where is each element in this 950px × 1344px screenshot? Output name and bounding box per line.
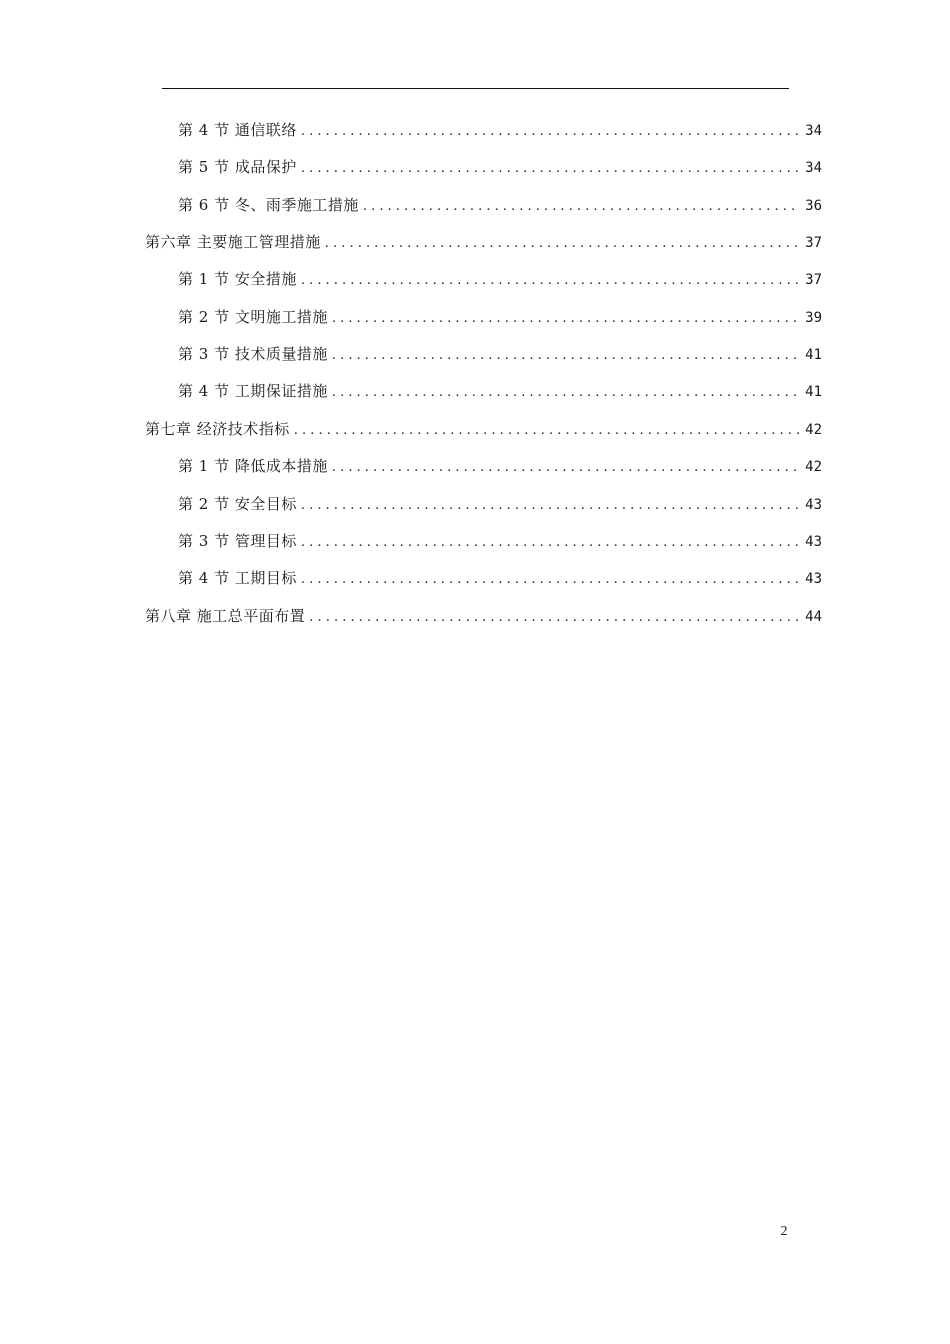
toc-entry[interactable] [178,264,822,294]
toc-entry[interactable] [178,190,822,220]
toc-entry[interactable] [145,227,822,257]
toc-entry[interactable] [178,489,822,519]
toc-entry-page: 43 [805,571,822,587]
toc-dot-leader [294,416,800,446]
toc-entry-title: 第八章 施工总平面布置 [145,607,306,625]
toc-entry-page: 41 [805,384,822,400]
toc-entry-title: 第 5 节 成品保护 [178,158,297,176]
toc-dot-leader [363,192,800,222]
toc-entry-page: 42 [805,459,822,475]
toc-entry[interactable] [178,152,822,182]
toc-dot-leader [332,304,800,334]
toc-entry[interactable] [178,376,822,406]
page-number: 2 [780,1224,788,1239]
toc-entry[interactable] [178,115,822,145]
toc-entry[interactable] [178,339,822,369]
toc-entry-page: 34 [805,160,822,176]
toc-entry-title: 第 3 节 管理目标 [178,532,297,550]
toc-entry[interactable] [178,451,822,481]
toc-dot-leader [332,341,800,371]
toc-entry-title: 第七章 经济技术指标 [145,420,290,438]
toc-entry-page: 43 [805,534,822,550]
toc-dot-leader [325,229,800,259]
toc-entry-title: 第 1 节 安全措施 [178,270,297,288]
toc-dot-leader [301,491,800,521]
toc-dot-leader [332,378,800,408]
toc-entry[interactable] [178,302,822,332]
toc-entry-page: 37 [805,272,822,288]
toc-entry-page: 44 [805,609,822,625]
toc-dot-leader [332,453,800,483]
toc-dot-leader [301,528,800,558]
toc-dot-leader [301,154,800,184]
toc-entry-title: 第 4 节 通信联络 [178,121,297,139]
toc-entry-title: 第 4 节 工期保证措施 [178,382,328,400]
toc-entry-page: 34 [805,123,822,139]
toc-dot-leader [301,565,800,595]
toc-entry[interactable] [145,414,822,444]
toc-dot-leader [309,603,800,633]
toc-entry-title: 第 1 节 降低成本措施 [178,457,328,475]
toc-dot-leader [301,266,800,296]
toc-entry-page: 43 [805,497,822,513]
toc-entry-title: 第 2 节 文明施工措施 [178,308,328,326]
header-rule [162,88,789,89]
toc-entry-title: 第六章 主要施工管理措施 [145,233,321,251]
toc-entry-page: 41 [805,347,822,363]
toc-entry-title: 第 6 节 冬、雨季施工措施 [178,196,359,214]
toc-entry[interactable] [145,601,822,631]
toc-dot-leader [301,117,800,147]
toc-entry[interactable] [178,526,822,556]
toc-entry-page: 39 [805,310,822,326]
toc-entry-title: 第 4 节 工期目标 [178,569,297,587]
toc-entry-title: 第 2 节 安全目标 [178,495,297,513]
toc-entry-title: 第 3 节 技术质量措施 [178,345,328,363]
toc-entry-page: 42 [805,422,822,438]
toc-entry-page: 36 [805,198,822,214]
toc-entry[interactable] [178,563,822,593]
toc-entry-page: 37 [805,235,822,251]
